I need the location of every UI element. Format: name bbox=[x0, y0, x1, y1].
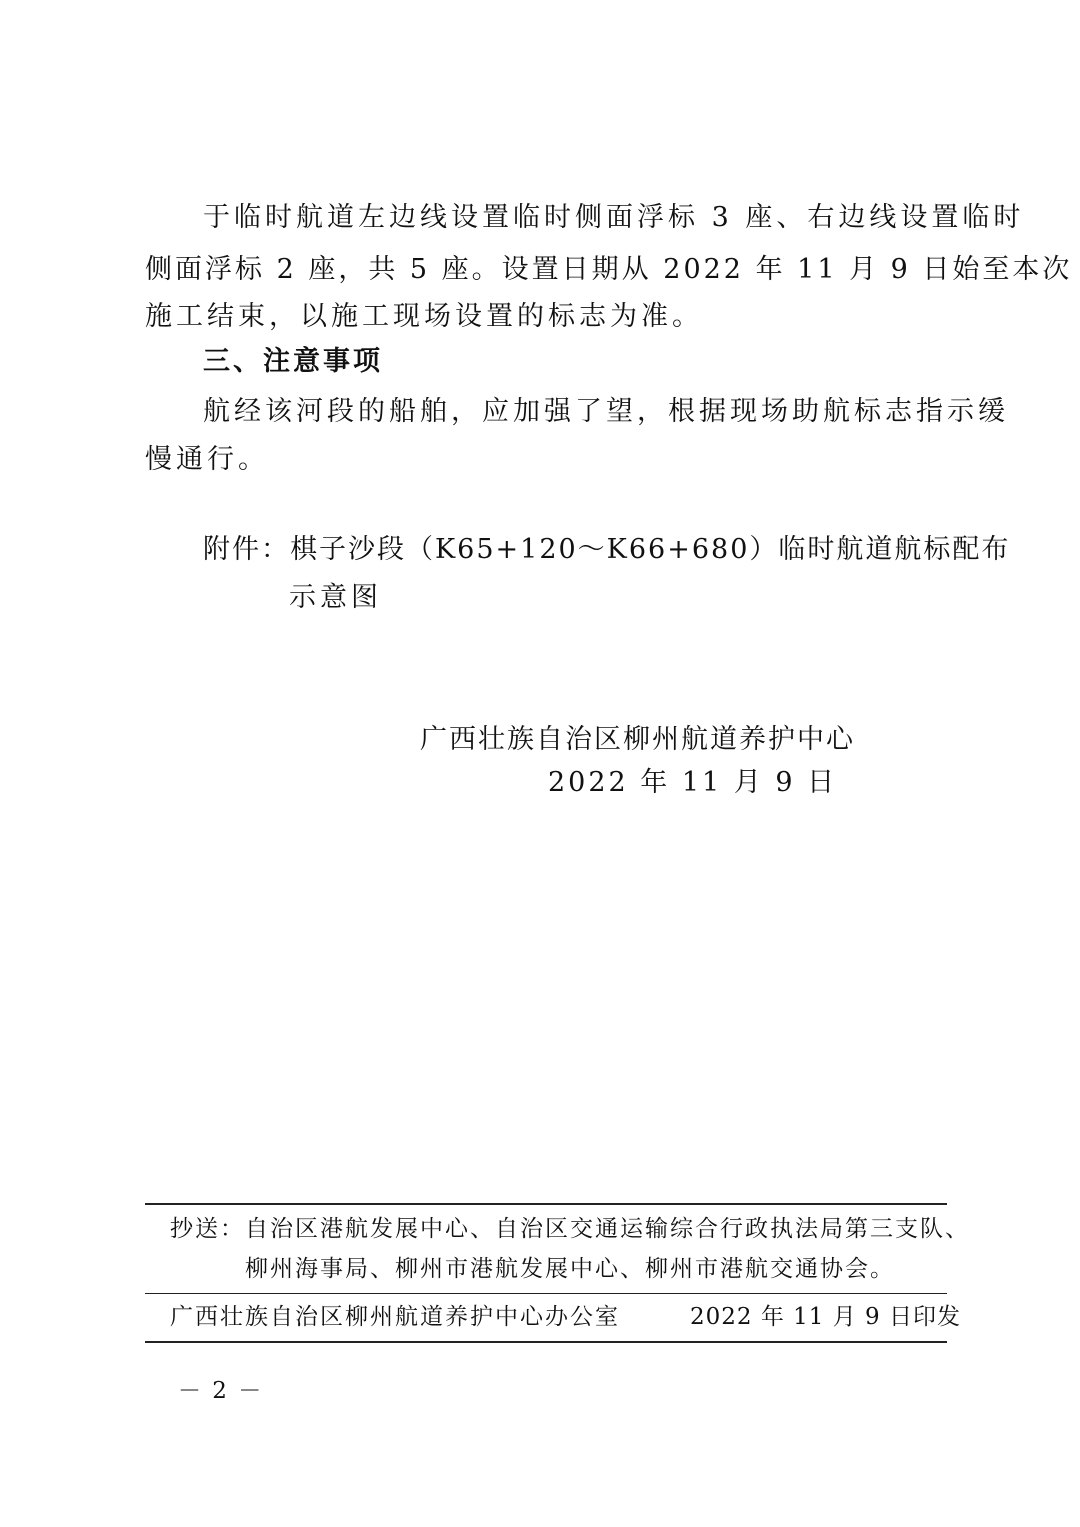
signature-date: 2022 年 11 月 9 日 bbox=[548, 767, 838, 798]
attachment-line: 附件：棋子沙段（K65+120～K66+680）临时航道航标配布 bbox=[203, 534, 1011, 565]
section-heading: 三、注意事项 bbox=[203, 346, 383, 377]
signature-organization: 广西壮族自治区柳州航道养护中心 bbox=[420, 724, 855, 755]
top-divider bbox=[145, 1203, 947, 1205]
page-number: － 2 － bbox=[178, 1378, 264, 1404]
bottom-divider bbox=[145, 1341, 947, 1343]
issue-date: 2022 年 11 月 9 日印发 bbox=[690, 1304, 961, 1330]
attachment-line: 示意图 bbox=[289, 582, 382, 613]
middle-divider bbox=[145, 1293, 947, 1294]
body-text-line: 侧面浮标 2 座，共 5 座。设置日期从 2022 年 11 月 9 日始至本次 bbox=[145, 254, 1073, 285]
cc-line: 抄送：自治区港航发展中心、自治区交通运输综合行政执法局第三支队、 bbox=[170, 1216, 970, 1242]
cc-line: 柳州海事局、柳州市港航发展中心、柳州市港航交通协会。 bbox=[245, 1256, 895, 1282]
body-text-line: 于临时航道左边线设置临时侧面浮标 3 座、右边线设置临时 bbox=[203, 202, 1025, 233]
issuer-label: 广西壮族自治区柳州航道养护中心办公室 bbox=[170, 1304, 620, 1330]
body-text-line: 慢通行。 bbox=[145, 444, 269, 475]
body-text-line: 航经该河段的船舶，应加强了望，根据现场助航标志指示缓 bbox=[203, 396, 1009, 427]
body-text-line: 施工结束，以施工现场设置的标志为准。 bbox=[145, 301, 703, 332]
